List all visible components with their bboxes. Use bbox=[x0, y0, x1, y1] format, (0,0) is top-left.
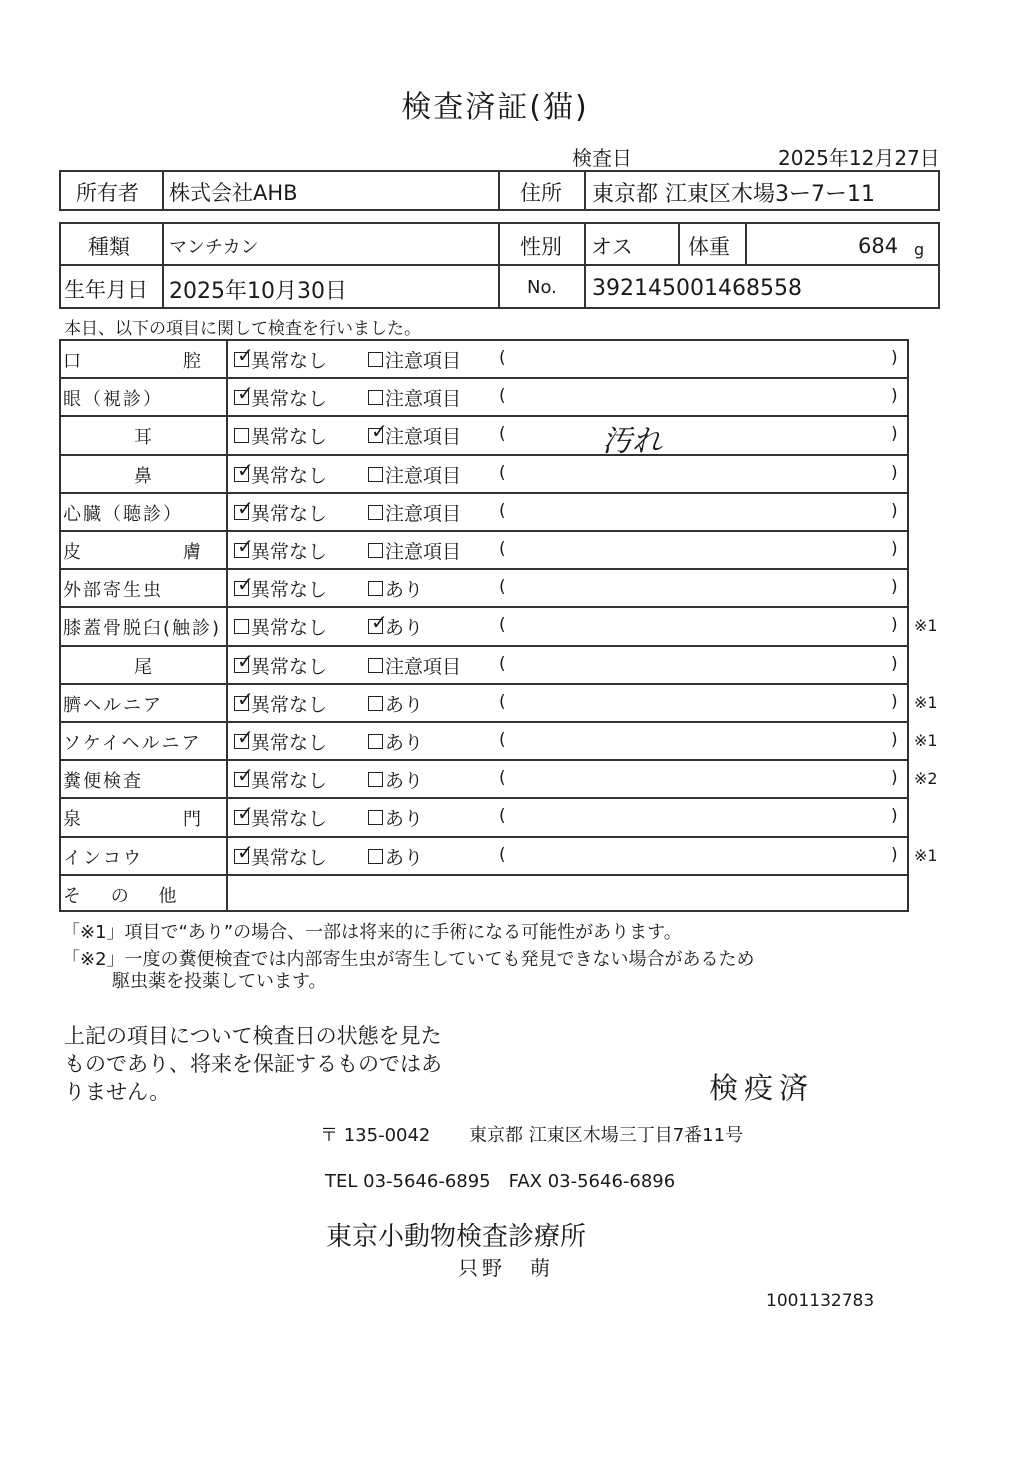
option-finding: 注意項目 bbox=[368, 537, 461, 564]
checkbox bbox=[234, 619, 249, 634]
option-finding: あり bbox=[368, 766, 423, 793]
table-row bbox=[59, 492, 909, 530]
checkbox bbox=[368, 810, 383, 825]
paren-close: ) bbox=[891, 539, 898, 559]
checkmark-icon: ✓ bbox=[237, 534, 254, 558]
option-normal: ✓ 異常なし bbox=[234, 652, 327, 679]
option-normal: ✓ 異常なし bbox=[234, 461, 327, 488]
checkbox bbox=[234, 428, 249, 443]
row-label: 口 腔 bbox=[63, 351, 203, 372]
no-label: No. bbox=[527, 277, 557, 298]
table-row bbox=[59, 454, 909, 492]
option-finding: あり bbox=[368, 728, 423, 755]
paren-close: ) bbox=[891, 653, 898, 674]
footnote-1: 「※1」項目で“あり”の場合、一部は将来的に手術になる可能性があります。 bbox=[62, 922, 682, 943]
option-normal: ✓ 異常なし bbox=[234, 843, 327, 870]
paren-close: ) bbox=[891, 844, 898, 865]
paren-close: ) bbox=[891, 386, 898, 407]
checkbox-checked bbox=[234, 495, 254, 520]
row-label: 耳 bbox=[134, 427, 152, 449]
option-finding: あり bbox=[368, 690, 423, 717]
option-normal: ✓ 異常なし bbox=[234, 499, 327, 526]
option-normal: 異常なし bbox=[234, 613, 327, 640]
option-normal: ✓ 異常なし bbox=[234, 537, 327, 564]
paren-open: ( bbox=[499, 539, 506, 559]
option-finding: ✓ 注意項目 bbox=[368, 422, 461, 449]
checkbox bbox=[368, 581, 383, 596]
option-finding: あり bbox=[368, 843, 423, 870]
checkbox-checked bbox=[368, 610, 388, 635]
intro-text: 本日、以下の項目に関して検査を行いました。 bbox=[64, 319, 421, 339]
document-code: 1001132783 bbox=[766, 1291, 875, 1311]
option-normal: ✓ 異常なし bbox=[234, 690, 327, 717]
checkmark-icon: ✓ bbox=[237, 381, 254, 406]
checkbox bbox=[368, 467, 383, 482]
option-normal: ✓ 異常なし bbox=[234, 384, 327, 411]
paren-open: ( bbox=[499, 653, 506, 674]
checkmark-icon: ✓ bbox=[237, 763, 254, 788]
checkmark-icon: ✓ bbox=[237, 801, 254, 826]
paren-open: ( bbox=[499, 768, 506, 789]
checkmark-icon: ✓ bbox=[237, 725, 254, 749]
paren-close: ) bbox=[891, 768, 898, 789]
quarantine-stamp: 検疫済 bbox=[709, 1071, 815, 1105]
row-label: 泉 門 bbox=[63, 809, 203, 831]
paren-close: ) bbox=[891, 424, 898, 445]
option-normal: ✓ 異常なし bbox=[234, 766, 327, 793]
row-label: 眼（視診） bbox=[63, 389, 163, 411]
paren-close: ) bbox=[891, 577, 898, 598]
weight-unit: g bbox=[914, 240, 925, 259]
option-finding: あり bbox=[368, 575, 423, 602]
paren-open: ( bbox=[499, 462, 506, 483]
checkbox bbox=[368, 849, 383, 864]
option-finding: ✓ あり bbox=[368, 613, 423, 640]
checkbox-checked bbox=[234, 763, 254, 788]
checkbox-checked bbox=[234, 801, 254, 826]
paren-open: ( bbox=[499, 386, 506, 407]
sex-label: 性別 bbox=[520, 235, 562, 259]
clinic-name: 東京小動物検査診療所 bbox=[326, 1222, 587, 1252]
row-label: ソケイヘルニア bbox=[63, 733, 202, 754]
option-normal: 異常なし bbox=[234, 422, 327, 449]
doctor-name: 只野 萌 bbox=[458, 1256, 554, 1280]
paren-close: ) bbox=[891, 500, 898, 521]
row-label: 鼻 bbox=[134, 465, 152, 487]
paren-open: ( bbox=[499, 348, 506, 368]
table-row bbox=[59, 759, 938, 797]
checkbox bbox=[368, 543, 383, 558]
option-finding: 注意項目 bbox=[368, 346, 461, 373]
footnote-marker: ※1 bbox=[914, 845, 938, 865]
checkmark-icon: ✓ bbox=[237, 686, 254, 711]
footnote-marker: ※1 bbox=[914, 616, 938, 636]
paren-open: ( bbox=[499, 577, 506, 598]
row-label: 心臓（聴診） bbox=[63, 503, 183, 525]
paren-close: ) bbox=[891, 806, 898, 827]
inspection-date: 2025年12月27日 bbox=[778, 146, 940, 170]
paren-open: ( bbox=[499, 424, 506, 445]
table-row bbox=[59, 606, 938, 644]
breed-label: 種類 bbox=[88, 235, 130, 259]
paren-open: ( bbox=[499, 844, 506, 865]
paren-close: ) bbox=[891, 462, 898, 483]
row-label: 外部寄生虫 bbox=[63, 580, 163, 602]
checkmark-icon: ✓ bbox=[237, 648, 254, 673]
address-value: 東京都 江東区木場3ー7ー11 bbox=[592, 182, 875, 207]
address-label: 住所 bbox=[520, 181, 562, 205]
option-finding: あり bbox=[368, 804, 423, 831]
owner-value: 株式会社AHB bbox=[169, 181, 298, 205]
row-label: 尾 bbox=[134, 656, 152, 678]
paren-open: ( bbox=[499, 730, 506, 750]
checkmark-icon: ✓ bbox=[237, 343, 254, 367]
checkbox bbox=[368, 505, 383, 520]
footnote-2b: 駆虫薬を投薬しています。 bbox=[112, 971, 327, 992]
checkbox-checked bbox=[234, 381, 254, 406]
option-finding: 注意項目 bbox=[368, 461, 461, 488]
table-row bbox=[59, 797, 909, 835]
checkbox bbox=[368, 658, 383, 673]
other-label: そ の 他 bbox=[63, 885, 179, 907]
table-row bbox=[59, 568, 909, 606]
option-finding: 注意項目 bbox=[368, 384, 461, 411]
checkbox-checked bbox=[234, 725, 254, 749]
paren-close: ) bbox=[891, 691, 898, 712]
table-row bbox=[59, 415, 909, 453]
checkmark-icon: ✓ bbox=[371, 419, 388, 444]
paren-open: ( bbox=[499, 806, 506, 827]
disclaimer: 上記の項目について検査日の状態を見たものであり、将来を保証するものではありません。 bbox=[64, 1024, 442, 1104]
footnote-marker: ※1 bbox=[914, 692, 938, 712]
checkmark-icon: ✓ bbox=[237, 495, 254, 520]
checkbox bbox=[368, 352, 383, 367]
paren-close: ) bbox=[891, 730, 898, 750]
clinic-address: 東京都 江東区木場三丁目7番11号 bbox=[469, 1125, 744, 1146]
paren-open: ( bbox=[499, 500, 506, 521]
birth-value: 2025年10月30日 bbox=[169, 279, 347, 304]
paren-close: ) bbox=[891, 348, 898, 368]
checkbox-checked bbox=[234, 648, 254, 673]
table-row bbox=[59, 645, 909, 683]
sex-value: オス bbox=[591, 235, 633, 259]
paren-open: ( bbox=[499, 691, 506, 712]
table-row bbox=[59, 339, 909, 377]
paren-open: ( bbox=[499, 615, 506, 636]
paren-close: ) bbox=[891, 615, 898, 636]
checkbox bbox=[368, 734, 383, 749]
tel-fax: TEL 03-5646-6895 FAX 03-5646-6896 bbox=[325, 1171, 676, 1192]
checkbox bbox=[368, 772, 383, 787]
inspection-date-label: 検査日 bbox=[572, 146, 632, 170]
checkbox-checked bbox=[234, 457, 254, 482]
table-row bbox=[59, 530, 909, 568]
checkmark-icon: ✓ bbox=[371, 610, 388, 635]
ear-handwritten-note: 汚れ bbox=[602, 424, 662, 459]
option-finding: 注意項目 bbox=[368, 499, 461, 526]
checkbox-checked bbox=[234, 343, 254, 367]
breed-value: マンチカン bbox=[169, 237, 259, 258]
table-row bbox=[59, 721, 938, 759]
footnote-2: 「※2」一度の糞便検査では内部寄生虫が寄生していても発見できない場合があるため bbox=[62, 949, 755, 970]
checkmark-icon: ✓ bbox=[237, 839, 254, 864]
option-normal: ✓ 異常なし bbox=[234, 728, 327, 755]
table-row bbox=[59, 377, 909, 415]
checkbox-checked bbox=[234, 839, 254, 864]
table-row bbox=[59, 836, 938, 874]
checkbox bbox=[368, 696, 383, 711]
owner-label: 所有者 bbox=[76, 181, 139, 205]
row-label: インコウ bbox=[63, 847, 143, 869]
table-row bbox=[59, 683, 938, 721]
checkmark-icon: ✓ bbox=[237, 572, 254, 597]
option-normal: ✓ 異常なし bbox=[234, 346, 327, 373]
checkbox-checked bbox=[368, 419, 388, 444]
row-label: 糞便検査 bbox=[63, 771, 143, 793]
option-normal: ✓ 異常なし bbox=[234, 575, 327, 602]
checkbox-checked bbox=[234, 572, 254, 597]
row-label: 膝蓋骨脱臼(触診) bbox=[63, 618, 222, 640]
row-label: 皮 膚 bbox=[63, 542, 203, 563]
checkbox bbox=[368, 390, 383, 405]
weight-value: 684 bbox=[858, 234, 899, 258]
birth-label: 生年月日 bbox=[64, 278, 148, 302]
footnote-marker: ※1 bbox=[914, 731, 938, 750]
option-finding: 注意項目 bbox=[368, 652, 461, 679]
postal-code: 〒 135-0042 bbox=[320, 1125, 431, 1146]
row-label: 臍ヘルニア bbox=[63, 694, 163, 716]
footnote-marker: ※2 bbox=[914, 769, 938, 789]
no-value: 392145001468558 bbox=[592, 276, 802, 301]
checkbox-checked bbox=[234, 534, 254, 558]
checkbox-checked bbox=[234, 686, 254, 711]
weight-label: 体重 bbox=[688, 235, 730, 259]
page-title: 検査済証(猫) bbox=[401, 90, 589, 125]
checkmark-icon: ✓ bbox=[237, 457, 254, 482]
option-normal: ✓ 異常なし bbox=[234, 804, 327, 831]
